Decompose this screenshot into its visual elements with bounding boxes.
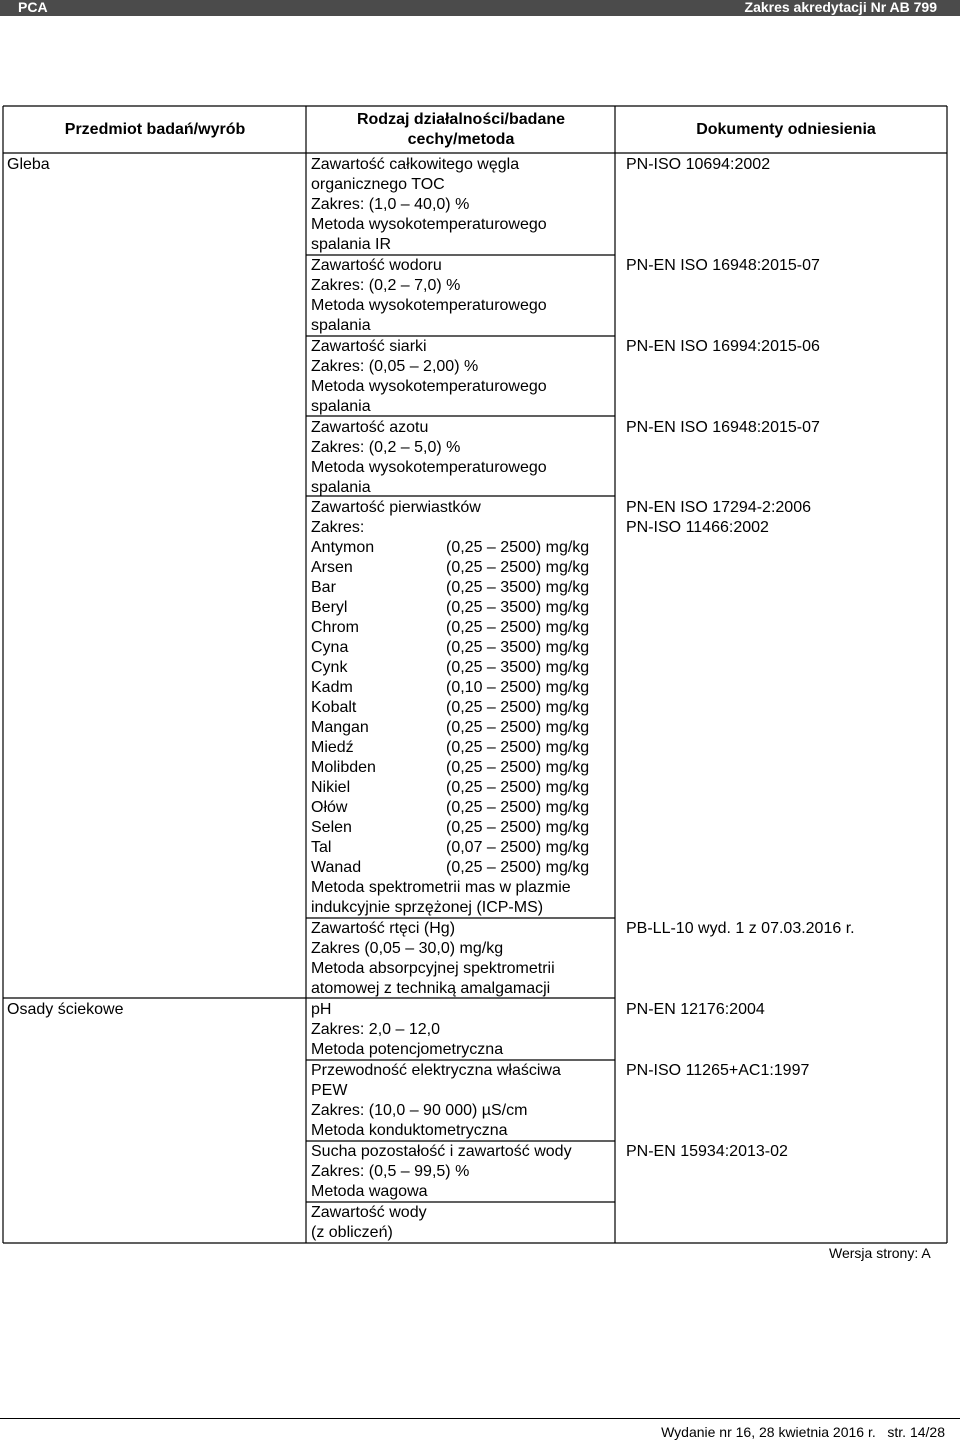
footer-divider: [0, 1418, 960, 1419]
page-version: Wersja strony: A: [829, 1245, 931, 1261]
element-range: (0,25 – 2500) mg/kg: [446, 539, 590, 556]
row-elements: [311, 498, 611, 918]
element-row: [311, 698, 611, 718]
row-line: Zawartość całkowitego węgla: [311, 156, 520, 173]
doc-mercury: PB-LL-10 wyd. 1 z 07.03.2016 r.: [626, 920, 855, 937]
row-line: Metoda wysokotemperaturowego: [311, 297, 547, 314]
element-name: Kobalt: [311, 699, 357, 716]
row-line: Zakres: 2,0 – 12,0: [311, 1021, 440, 1038]
element-name: Antymon: [311, 539, 375, 556]
row-line: Przewodność elektryczna właściwa: [311, 1062, 561, 1079]
row-mercury: [311, 919, 611, 999]
column-header-docs: Dokumenty odniesienia: [696, 121, 876, 138]
element-name: Arsen: [311, 559, 353, 576]
element-range: (0,25 – 2500) mg/kg: [446, 619, 590, 636]
row-line: Metoda wysokotemperaturowego: [311, 459, 547, 476]
elements-range-label: Zakres:: [311, 519, 365, 536]
element-range: (0,25 – 2500) mg/kg: [446, 819, 590, 836]
element-row: [311, 858, 611, 878]
row-line: Metoda wagowa: [311, 1183, 428, 1200]
row-line: (z obliczeń): [311, 1224, 393, 1241]
element-name: Cyna: [311, 639, 349, 656]
row-line: pH: [311, 1001, 332, 1018]
row-line: Zawartość azotu: [311, 419, 429, 436]
element-name: Nikiel: [311, 779, 351, 796]
row-line: Zawartość rtęci (Hg): [311, 920, 456, 937]
row-line: Metoda absorpcyjnej spektrometrii: [311, 960, 555, 977]
element-name: Selen: [311, 819, 352, 836]
row-line: Zakres: (10,0 – 90 000) µS/cm: [311, 1102, 528, 1119]
doc-pew: PN-ISO 11265+AC1:1997: [626, 1062, 810, 1079]
element-row: [311, 798, 611, 818]
doc-toc: PN-ISO 10694:2002: [626, 156, 771, 173]
element-row: [311, 658, 611, 678]
row-line: spalania: [311, 479, 371, 496]
element-range: (0,25 – 2500) mg/kg: [446, 719, 590, 736]
elements-title: Zawartość pierwiastków: [311, 499, 481, 516]
row-line: organicznego TOC: [311, 176, 445, 193]
element-name: Beryl: [311, 599, 348, 616]
element-name: Mangan: [311, 719, 369, 736]
row-line: Metoda potencjometryczna: [311, 1041, 504, 1058]
doc-line: PN-ISO 11466:2002: [626, 519, 769, 536]
elements-method: Metoda spektrometrii mas w plazmie: [311, 879, 571, 896]
row-hydrogen: [311, 256, 611, 336]
element-range: (0,25 – 2500) mg/kg: [446, 799, 590, 816]
element-name: Chrom: [311, 619, 360, 636]
row-pew: [311, 1061, 611, 1141]
page-footer: Wydanie nr 16, 28 kwietnia 2016 r. str. 14/28: [661, 1424, 945, 1440]
row-nitrogen: [311, 418, 611, 498]
element-range: (0,25 – 2500) mg/kg: [446, 699, 590, 716]
element-row: [311, 738, 611, 758]
element-name: Miedź: [311, 739, 354, 756]
row-line: Metoda konduktometryczna: [311, 1122, 508, 1139]
element-range: (0,25 – 2500) mg/kg: [446, 859, 590, 876]
row-line: Zakres: (0,5 – 99,5) %: [311, 1163, 470, 1180]
element-range: (0,25 – 3500) mg/kg: [446, 579, 590, 596]
row-line: Zawartość siarki: [311, 338, 427, 355]
element-row: [311, 778, 611, 798]
row-line: Zakres: (0,05 – 2,00) %: [311, 358, 479, 375]
element-row: [311, 818, 611, 838]
row-line: Zawartość wodoru: [311, 257, 442, 274]
row-line: Zawartość wody: [311, 1204, 427, 1221]
row-line: Metoda wysokotemperaturowego: [311, 216, 547, 233]
row-line: Zakres: (1,0 – 40,0) %: [311, 196, 470, 213]
doc-nitrogen: PN-EN ISO 16948:2015-07: [626, 419, 820, 436]
element-row: [311, 758, 611, 778]
element-range: (0,25 – 3500) mg/kg: [446, 659, 590, 676]
element-range: (0,10 – 2500) mg/kg: [446, 679, 590, 696]
row-line: Sucha pozostałość i zawartość wody: [311, 1143, 572, 1160]
element-row: [311, 678, 611, 698]
doc-dry: PN-EN 15934:2013-02: [626, 1143, 788, 1160]
row-line: PEW: [311, 1082, 348, 1099]
group-label-soil: Gleba: [7, 156, 50, 173]
element-name: Molibden: [311, 759, 376, 776]
group-label-sludge: Osady ściekowe: [7, 1001, 124, 1018]
element-name: Tal: [311, 839, 332, 856]
element-range: (0,07 – 2500) mg/kg: [446, 839, 590, 856]
element-range: (0,25 – 2500) mg/kg: [446, 759, 590, 776]
row-dry: [311, 1142, 611, 1202]
doc-sulfur: PN-EN ISO 16994:2015-06: [626, 338, 820, 355]
doc-elements: [626, 498, 946, 538]
row-line: spalania: [311, 398, 371, 415]
element-range: (0,25 – 3500) mg/kg: [446, 599, 590, 616]
row-line: spalania: [311, 317, 371, 334]
column-header-subject: Przedmiot badań/wyrób: [64, 121, 246, 138]
element-row: [311, 618, 611, 638]
doc-hydrogen: PN-EN ISO 16948:2015-07: [626, 257, 820, 274]
header-left: PCA: [18, 0, 48, 15]
element-row: [311, 538, 611, 558]
element-name: Kadm: [311, 679, 353, 696]
header-right: Zakres akredytacji Nr AB 799: [744, 0, 937, 15]
row-line: spalania IR: [311, 236, 392, 253]
element-name: Bar: [311, 579, 336, 596]
element-name: Wanad: [311, 859, 362, 876]
top-header-bar: [0, 0, 960, 16]
row-line: Zakres: (0,2 – 7,0) %: [311, 277, 461, 294]
element-range: (0,25 – 2500) mg/kg: [446, 739, 590, 756]
doc-ph: PN-EN 12176:2004: [626, 1001, 765, 1018]
element-row: [311, 718, 611, 738]
row-water: [311, 1203, 611, 1243]
row-line: atomowej z techniką amalgamacji: [311, 980, 551, 997]
row-toc: [311, 155, 611, 255]
element-row: [311, 638, 611, 658]
row-ph: [311, 1000, 611, 1060]
element-name: Ołów: [311, 799, 348, 816]
row-line: Zakres: (0,2 – 5,0) %: [311, 439, 461, 456]
doc-line: PN-EN ISO 17294-2:2006: [626, 499, 811, 516]
row-line: Metoda wysokotemperaturowego: [311, 378, 547, 395]
row-sulfur: [311, 337, 611, 417]
element-range: (0,25 – 2500) mg/kg: [446, 559, 590, 576]
element-range: (0,25 – 2500) mg/kg: [446, 779, 590, 796]
element-row: [311, 558, 611, 578]
column-header-activity: Rodzaj działalności/badane cechy/metoda: [356, 111, 566, 148]
element-range: (0,25 – 3500) mg/kg: [446, 639, 590, 656]
row-line: Zakres (0,05 – 30,0) mg/kg: [311, 940, 504, 957]
element-row: [311, 578, 611, 598]
element-row: [311, 598, 611, 618]
element-row: [311, 838, 611, 858]
elements-method: indukcyjnie sprzężonej (ICP-MS): [311, 899, 544, 916]
element-name: Cynk: [311, 659, 348, 676]
